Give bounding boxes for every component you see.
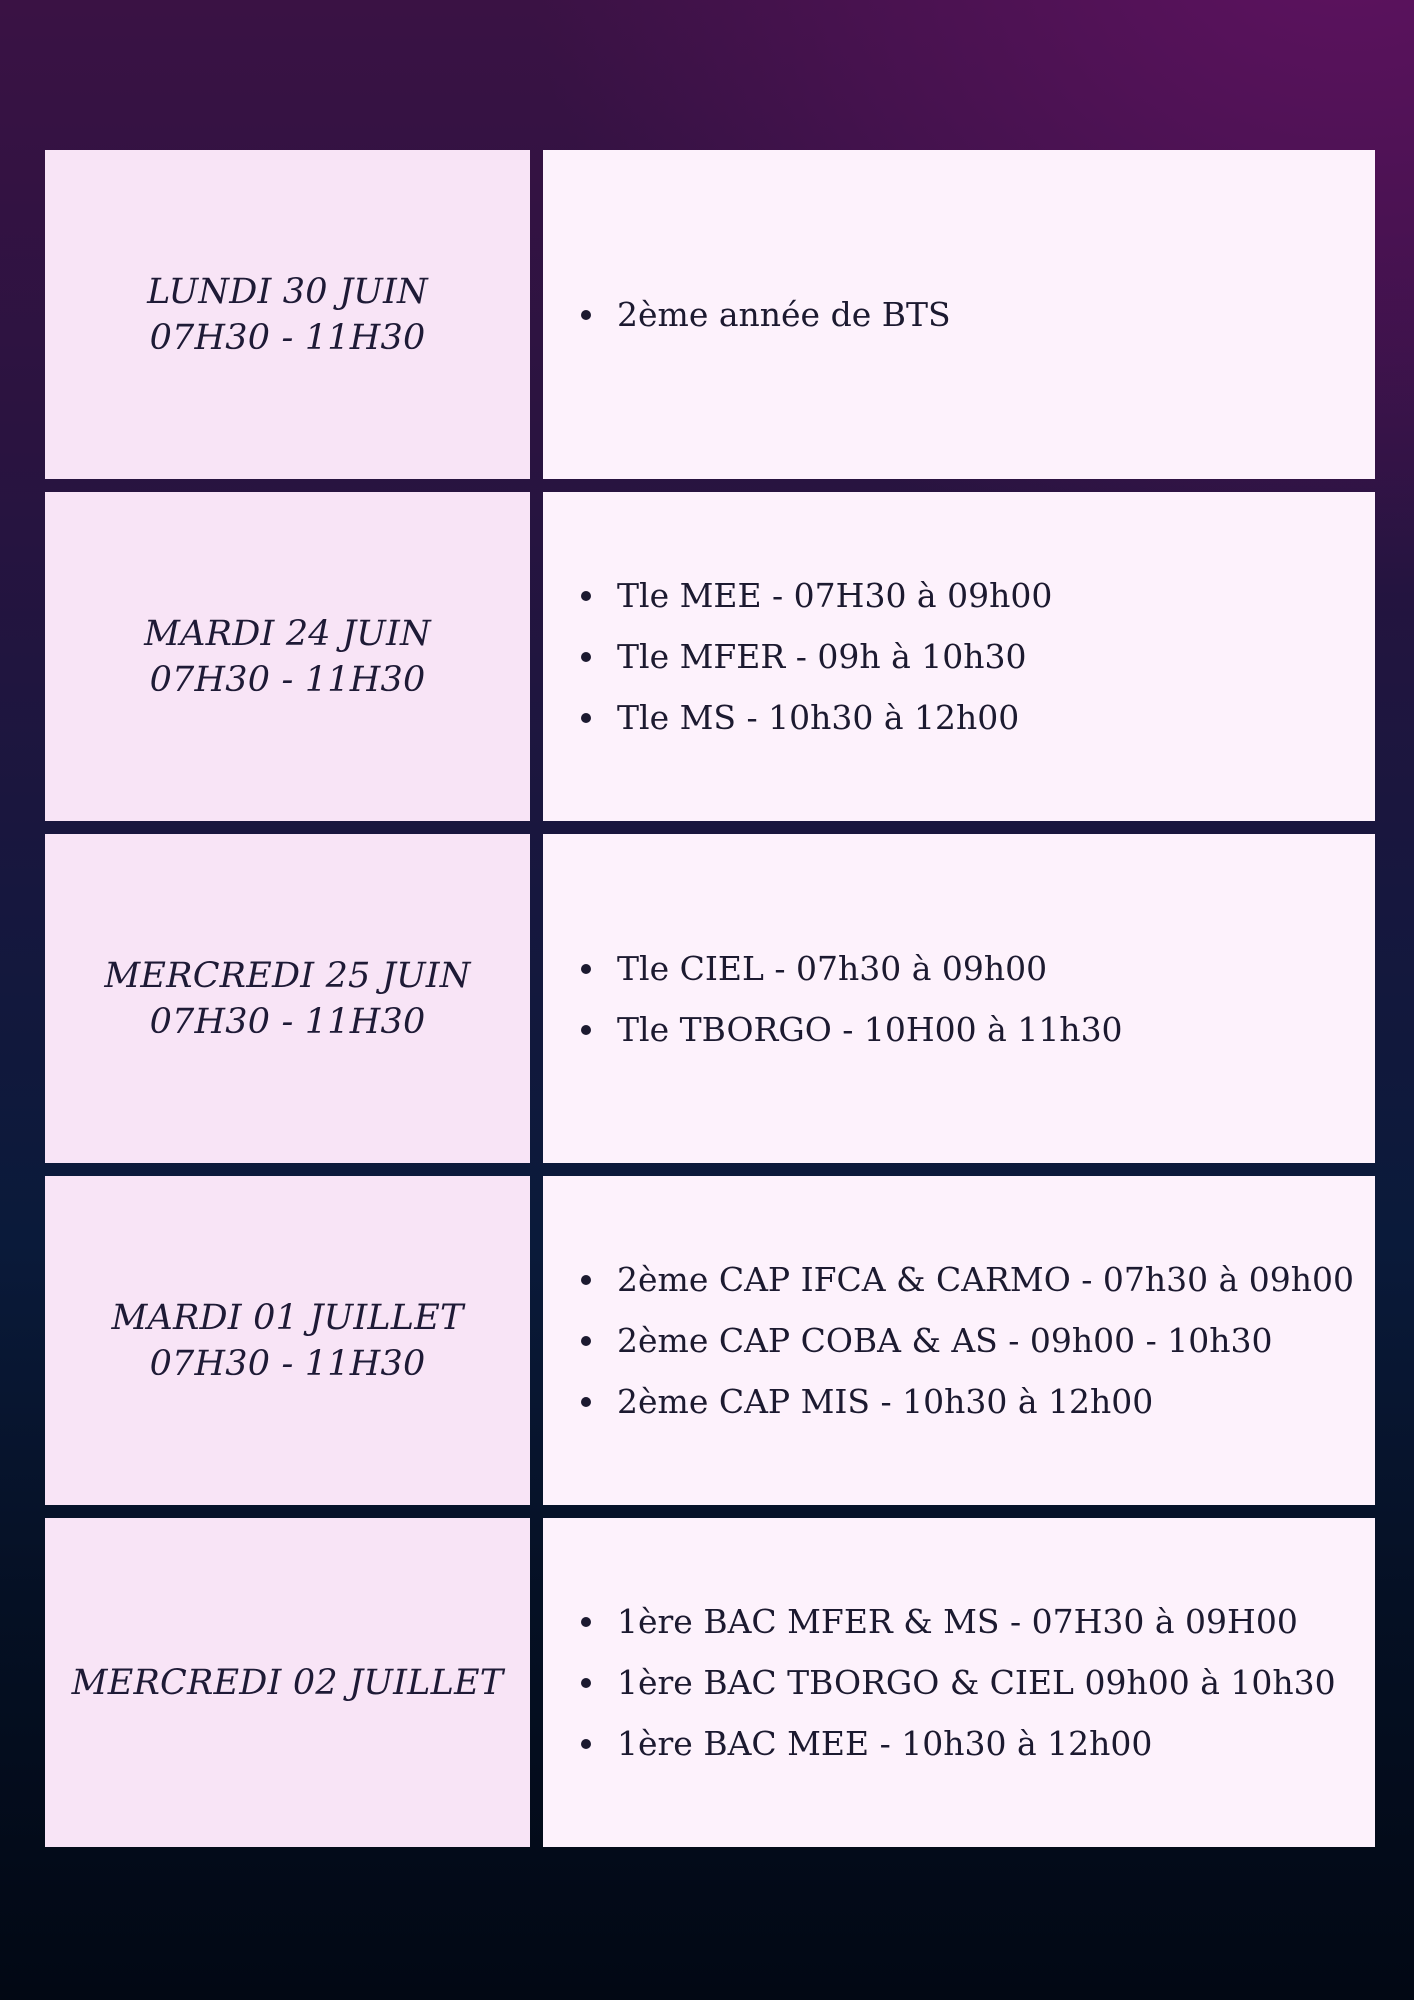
slot-cell <box>543 492 1375 821</box>
slot-cell <box>543 1518 1375 1847</box>
slot-list <box>543 1591 1336 1774</box>
slot-text: 2ème CAP MIS - 10h30 à 12h00 <box>617 1382 1154 1421</box>
bullet-icon <box>581 1336 591 1346</box>
bullet-icon <box>581 1025 591 1035</box>
slot-text: Tle MFER - 09h à 10h30 <box>617 637 1027 676</box>
bullet-icon <box>581 713 591 723</box>
day-label: MARDI 01 JUILLET <box>111 1297 464 1338</box>
day-cell <box>45 1176 530 1505</box>
list-item <box>581 999 1123 1060</box>
schedule-row <box>45 492 1375 821</box>
slot-text: 1ère BAC MFER & MS - 07H30 à 09H00 <box>617 1602 1298 1641</box>
slot-text: 1ère BAC MEE - 10h30 à 12h00 <box>617 1724 1153 1763</box>
day-cell <box>45 834 530 1163</box>
slot-text: 2ème CAP COBA & AS - 09h00 - 10h30 <box>617 1321 1273 1360</box>
list-item <box>581 626 1052 687</box>
list-item <box>581 1591 1336 1652</box>
day-label: MERCREDI 25 JUIN <box>104 955 471 996</box>
slot-list <box>543 565 1052 748</box>
list-item <box>581 1652 1336 1713</box>
list-item <box>581 938 1123 999</box>
slot-cell <box>543 1176 1375 1505</box>
list-item <box>581 1310 1354 1371</box>
list-item <box>581 565 1052 626</box>
bullet-icon <box>581 1678 591 1688</box>
bullet-icon <box>581 1397 591 1407</box>
slot-text: Tle TBORGO - 10H00 à 11h30 <box>617 1009 1123 1049</box>
day-cell <box>45 492 530 821</box>
bullet-icon <box>581 964 591 974</box>
day-label: MERCREDI 02 JUILLET <box>71 1662 504 1703</box>
bullet-icon <box>581 1275 591 1285</box>
schedule-row <box>45 834 1375 1163</box>
slot-list <box>543 1249 1354 1432</box>
slot-text: 1ère BAC TBORGO & CIEL 09h00 à 10h30 <box>617 1663 1336 1702</box>
slot-cell <box>543 150 1375 479</box>
slot-text: 2ème CAP IFCA & CARMO - 07h30 à 09h00 <box>617 1260 1355 1299</box>
schedule-row <box>45 1518 1375 1847</box>
time-range: 07H30 - 11H30 <box>149 317 426 358</box>
slot-text: Tle MS - 10h30 à 12h00 <box>617 698 1020 737</box>
bullet-icon <box>581 591 591 601</box>
schedule-table <box>45 150 1375 1847</box>
day-cell <box>45 1518 530 1847</box>
bullet-icon <box>581 310 591 320</box>
list-item <box>581 1713 1336 1774</box>
slot-text: 2ème année de BTS <box>617 295 951 334</box>
time-range: 07H30 - 11H30 <box>149 1343 426 1384</box>
bullet-icon <box>581 1739 591 1749</box>
slot-cell <box>543 834 1375 1163</box>
list-item <box>581 284 951 345</box>
list-item <box>581 687 1052 748</box>
slot-text: Tle MEE - 07H30 à 09h00 <box>617 576 1053 615</box>
schedule-row <box>45 1176 1375 1505</box>
day-cell <box>45 150 530 479</box>
time-range: 07H30 - 11H30 <box>149 659 426 700</box>
schedule-row <box>45 150 1375 479</box>
day-label: LUNDI 30 JUIN <box>147 271 428 312</box>
slot-text: Tle CIEL - 07h30 à 09h00 <box>617 948 1048 988</box>
list-item <box>581 1249 1354 1310</box>
day-label: MARDI 24 JUIN <box>144 613 431 654</box>
bullet-icon <box>581 1617 591 1627</box>
slot-list <box>543 284 951 345</box>
slot-list <box>543 938 1123 1060</box>
list-item <box>581 1371 1354 1432</box>
time-range: 07H30 - 11H30 <box>149 1001 426 1042</box>
bullet-icon <box>581 652 591 662</box>
